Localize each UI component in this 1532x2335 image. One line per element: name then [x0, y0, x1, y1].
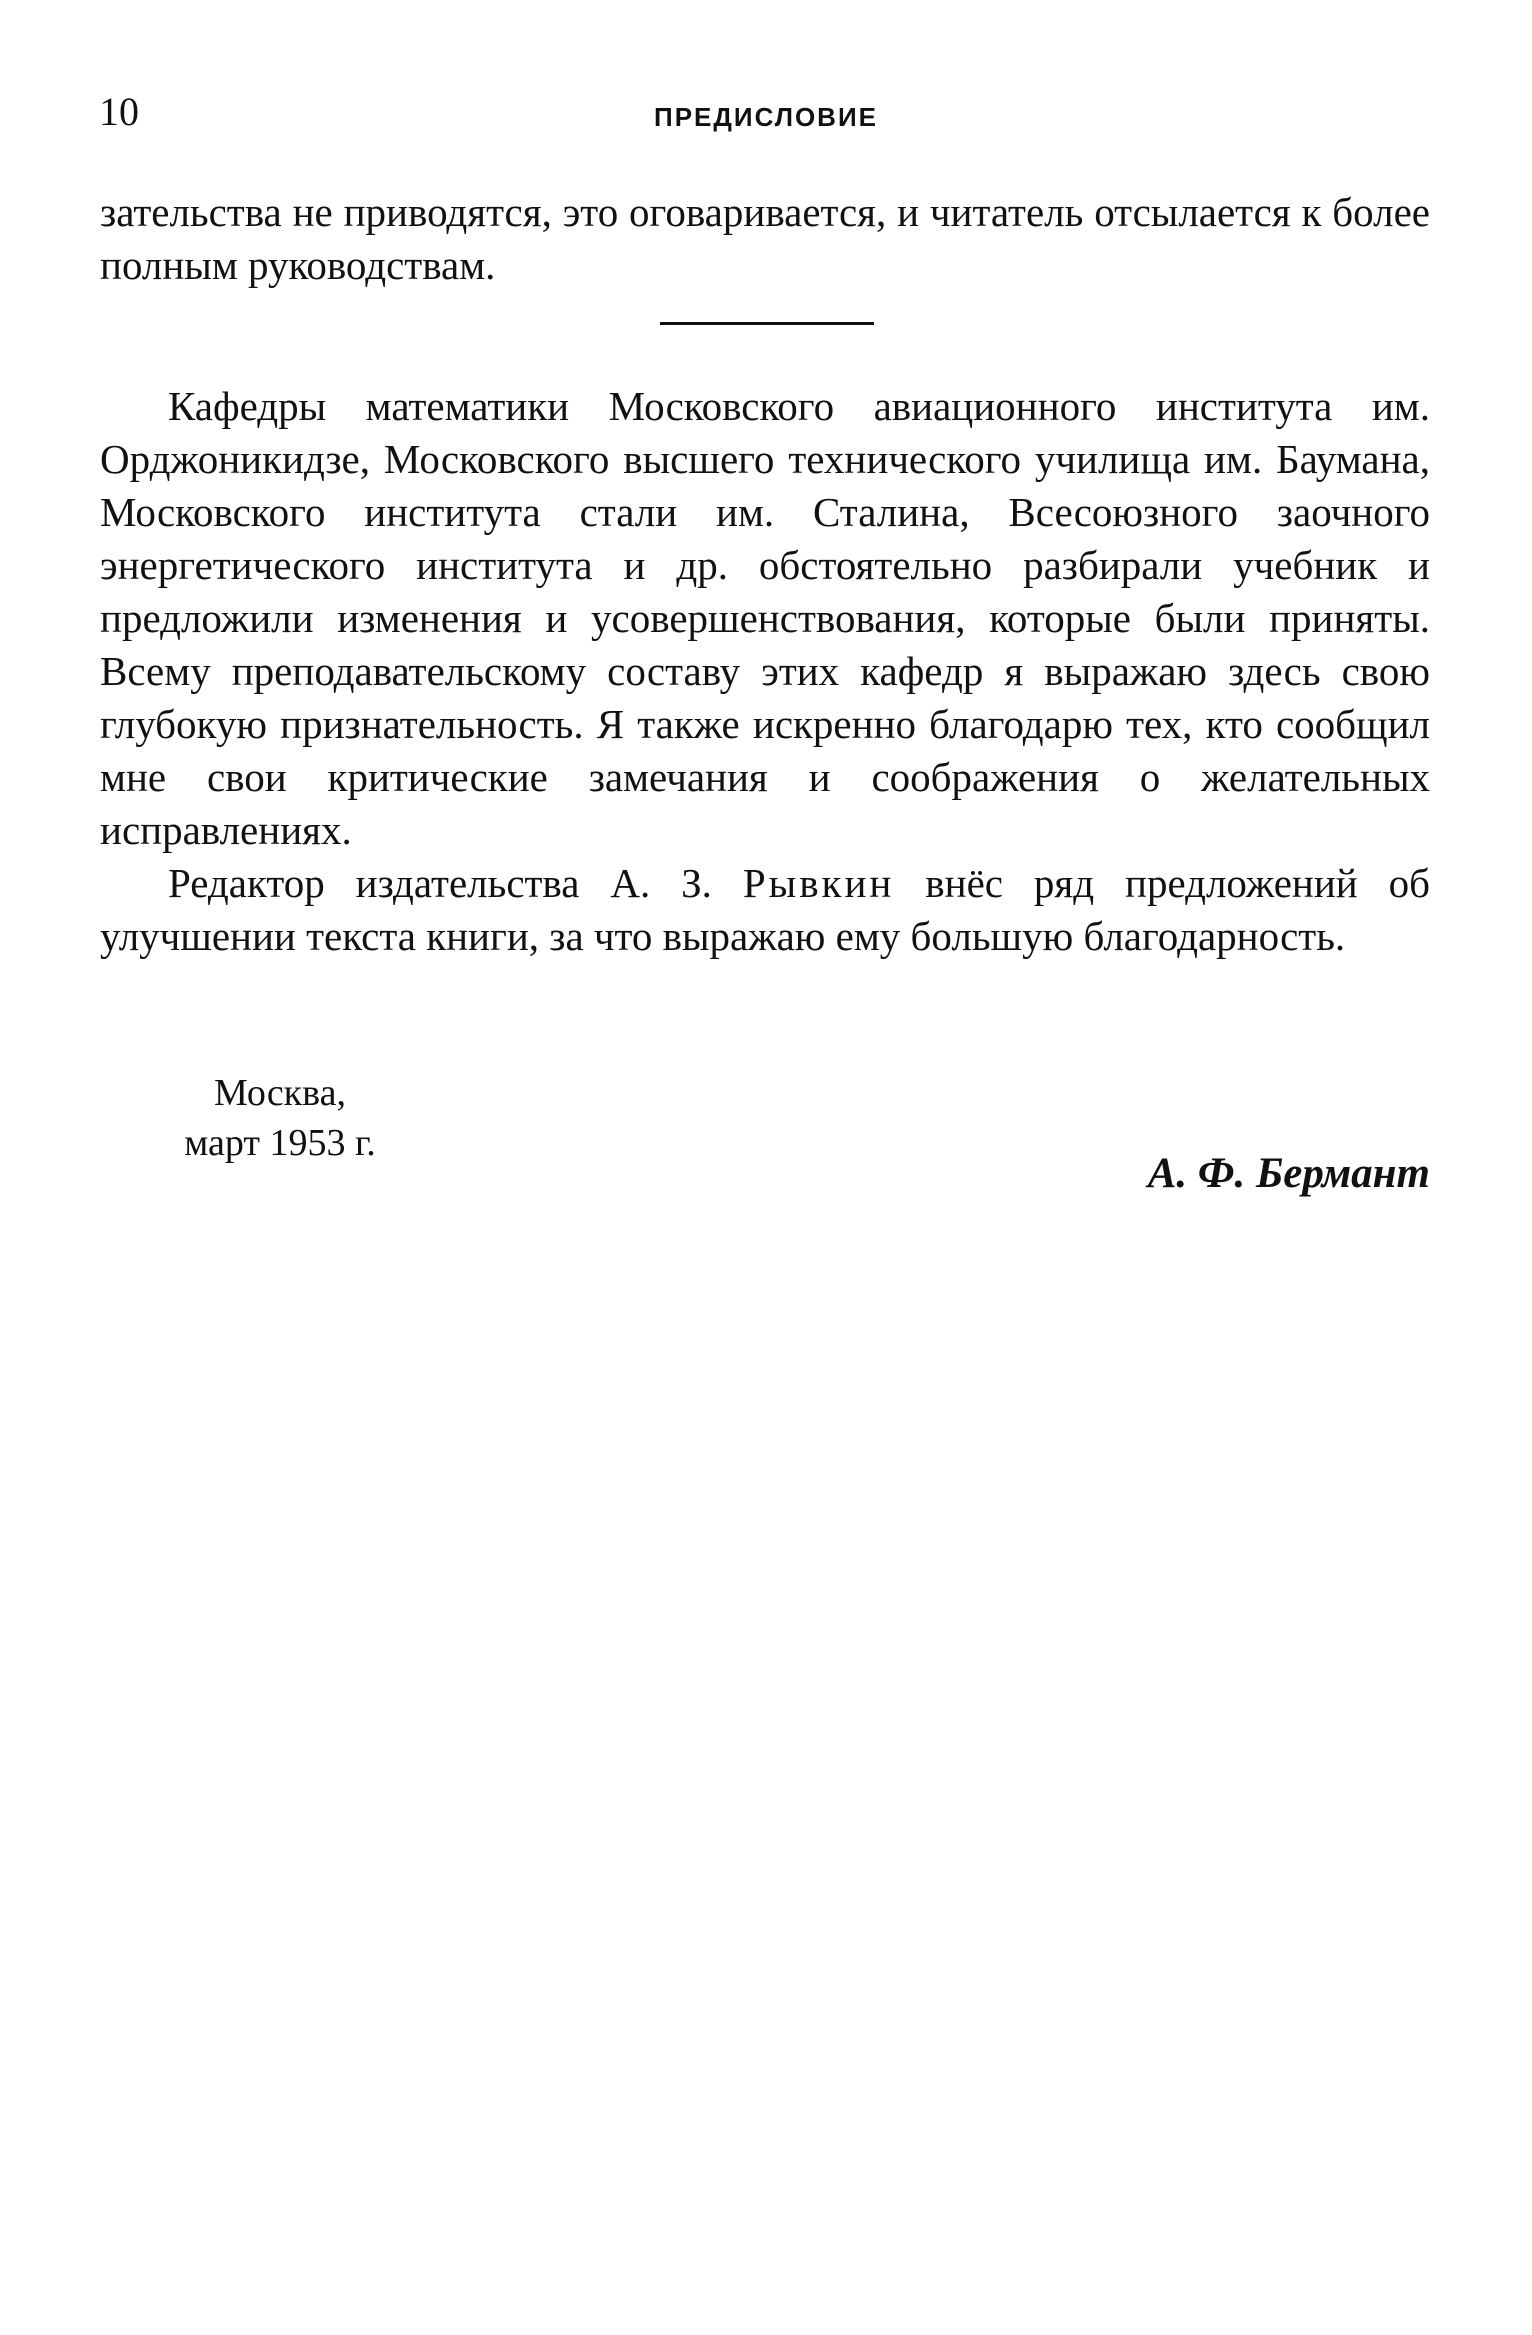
continuation-text-block	[100, 186, 1430, 292]
place-and-date	[160, 1068, 400, 1168]
acknowledgements-paragraph: Кафедры математики Московского авиационного института им. Орджоникидзе, Московского высшего технического училища им. Баумана, Московского института стали им. Сталина, Всесоюзного заочного энергетического института и др. обстоятельно разбирали учебник и предложили изменения и усовершенствования, которые были приняты. Всему преподавательскому составу этих кафедр я выражаю здесь свою глубокую признательность. Я также искренно благодарю тех, кто сообщил мне свои критические замечания и соображения о желательных исправлениях.	[100, 383, 1430, 853]
author-signature: А. Ф. Бермант	[1147, 1150, 1430, 1197]
date: март 1953 г.	[184, 1122, 376, 1164]
editor-thanks-text-after: внёс ряд предложений об улучшении текста книги, за что выражаю ему большую благодарность.	[100, 860, 1430, 959]
acknowledgements-block	[100, 380, 1430, 963]
running-title: ПРЕДИСЛОВИЕ	[654, 102, 878, 132]
page-number: 10	[99, 89, 139, 134]
editor-thanks-paragraph	[100, 857, 1430, 963]
section-divider	[660, 322, 874, 325]
editor-thanks-text-before: Редактор издательства А. З.	[168, 860, 743, 906]
continuation-paragraph: зательства не приводятся, это оговаривается, и читатель отсылается к более полным руководствам.	[100, 189, 1430, 288]
place: Москва,	[214, 1072, 346, 1114]
editor-name: Рывкин	[742, 860, 895, 906]
